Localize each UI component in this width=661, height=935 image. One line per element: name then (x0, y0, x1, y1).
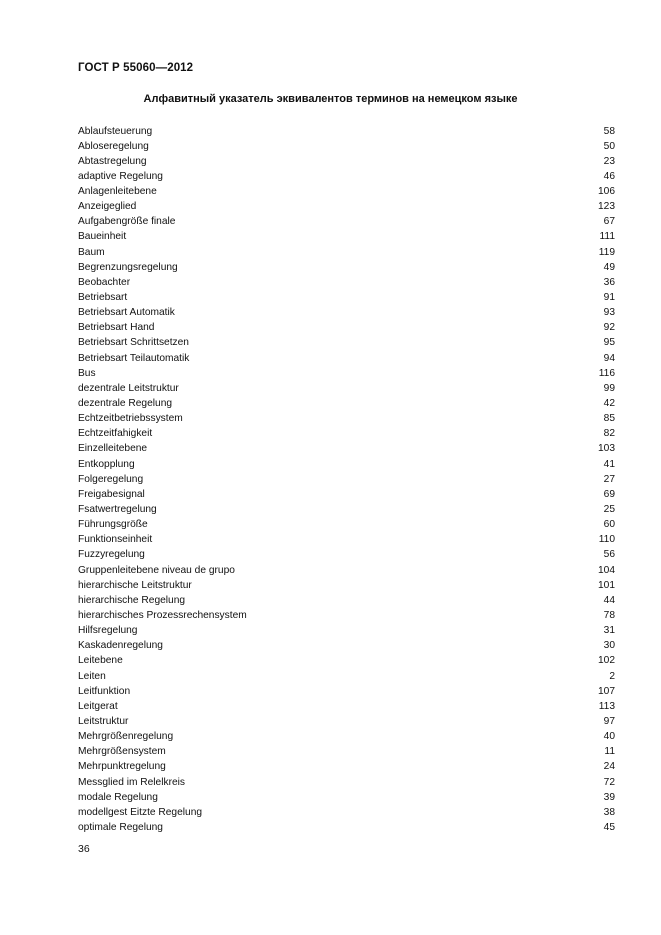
index-entry-page: 101 (598, 579, 615, 591)
index-entry-list (78, 124, 615, 836)
index-entry-page: 78 (603, 610, 615, 621)
index-entry-term: Betriebsart Teilautomatik (78, 352, 190, 364)
index-entry-term: Leitfunktion (78, 685, 131, 697)
index-entry-page: 58 (603, 125, 615, 137)
index-entry-page: 102 (598, 655, 615, 667)
index-entry-term: Betriebsart Schrittsetzen (78, 337, 189, 349)
index-entry-page: 45 (603, 821, 615, 833)
index-entry (78, 790, 615, 805)
index-entry-page: 82 (603, 428, 615, 440)
index-entry-term: modellgest Eitzte Regelung (78, 806, 203, 818)
index-entry-page: 113 (598, 700, 615, 712)
index-entry-page: 38 (603, 806, 615, 818)
index-entry-term: Aufgabengröße finale (78, 216, 176, 228)
index-entry-page: 40 (603, 731, 615, 743)
index-entry-term: Echtzeitfahigkeit (78, 428, 153, 440)
index-entry (78, 684, 615, 699)
index-title: Алфавитный указатель эквивалентов терминов на немецком языке (143, 93, 518, 105)
index-entry-page: 103 (598, 443, 615, 455)
index-entry-page: 85 (603, 413, 615, 425)
index-entry (78, 623, 615, 638)
index-entry (78, 305, 615, 320)
index-entry-term: Abloseregelung (78, 140, 149, 152)
index-entry (78, 199, 615, 214)
index-entry-term: Folgeregelung (78, 473, 144, 485)
index-entry-page: 36 (603, 276, 615, 288)
index-entry (78, 502, 615, 517)
index-entry-term: Abtastregelung (78, 155, 147, 167)
index-entry-term: Leitebene (78, 655, 123, 667)
index-entry-term: Führungsgröße (78, 519, 148, 531)
index-entry-term: Mehrgrößenregelung (78, 731, 174, 743)
index-entry (78, 669, 615, 684)
index-entry-page: 123 (598, 201, 615, 213)
index-entry (78, 124, 615, 139)
index-entry-term: Leitgerat (78, 700, 118, 712)
index-entry-page: 24 (603, 761, 615, 773)
index-entry-page: 42 (603, 398, 615, 410)
index-entry-page: 72 (603, 776, 615, 788)
index-entry-term: hierarchische Regelung (78, 594, 186, 606)
index-entry (78, 290, 615, 305)
index-entry-term: Leitstruktur (78, 715, 129, 727)
index-entry-page: 11 (604, 746, 615, 758)
index-entry-page: 30 (603, 640, 615, 652)
index-entry (78, 699, 615, 714)
index-entry (78, 457, 615, 472)
index-entry-page: 25 (603, 504, 615, 516)
index-entry-page: 69 (603, 488, 615, 500)
index-entry-term: Echtzeitbetriebssystem (78, 413, 183, 425)
index-entry-page: 99 (603, 382, 615, 394)
index-entry-page: 111 (599, 231, 615, 243)
index-entry (78, 547, 615, 562)
index-entry-page: 60 (603, 519, 615, 531)
index-entry (78, 184, 615, 199)
index-entry-page: 41 (603, 458, 615, 470)
index-entry-page: 104 (598, 564, 615, 576)
index-entry-term: hierarchisches Prozessrechensystem (78, 610, 247, 621)
index-entry-page: 93 (603, 307, 615, 319)
index-entry (78, 245, 615, 260)
index-entry-term: Mehrpunktregelung (78, 761, 166, 773)
index-entry (78, 396, 615, 411)
index-entry-term: Anzeigeglied (78, 201, 137, 213)
index-entry-term: Messglied im Relelkreis (78, 776, 185, 788)
index-entry-term: Kaskadenregelung (78, 640, 163, 652)
index-entry-term: Baum (78, 246, 105, 258)
index-entry (78, 426, 615, 441)
index-entry-term: Einzelleitebene (78, 443, 148, 455)
index-entry-page: 50 (603, 140, 615, 152)
index-entry-term: modale Regelung (78, 791, 158, 803)
index-entry-term: Funktionseinheit (78, 534, 153, 546)
index-entry-page: 46 (603, 170, 615, 182)
index-entry-term: Fuzzyregelung (78, 549, 145, 561)
index-entry (78, 139, 615, 154)
index-entry (78, 487, 615, 502)
index-entry (78, 366, 615, 381)
index-entry (78, 335, 615, 350)
index-entry-page: 116 (598, 367, 615, 379)
index-entry-term: Gruppenleitebene niveau de grupo (78, 564, 235, 576)
index-entry-term: dezentrale Regelung (78, 398, 173, 410)
index-entry-page: 31 (603, 625, 615, 637)
index-entry-page: 39 (603, 791, 615, 803)
index-entry-term: Bus (78, 367, 96, 379)
index-entry-term: Baueinheit (78, 231, 127, 243)
index-entry-page: 95 (603, 337, 615, 349)
index-entry (78, 608, 615, 623)
index-entry-page: 67 (603, 216, 615, 228)
index-entry (78, 351, 615, 366)
index-entry (78, 154, 615, 169)
index-entry-page: 92 (603, 322, 615, 334)
index-entry-page: 110 (598, 534, 615, 546)
index-entry (78, 729, 615, 744)
index-entry-term: Leiten (78, 670, 106, 682)
document-code: ГОСТ Р 55060—2012 (78, 62, 194, 74)
index-entry (78, 593, 615, 608)
index-entry-page: 94 (603, 352, 615, 364)
index-entry (78, 532, 615, 547)
index-entry-term: Entkopplung (78, 458, 135, 470)
index-entry-term: Betriebsart Hand (78, 322, 155, 334)
index-entry (78, 214, 615, 229)
index-entry-page: 91 (603, 292, 615, 304)
index-entry-term: Freigabesignal (78, 488, 145, 500)
index-entry-term: Mehrgrößensystem (78, 746, 166, 758)
index-entry-page: 107 (598, 685, 615, 697)
index-entry-term: Beobachter (78, 276, 131, 288)
index-entry (78, 381, 615, 396)
index-entry (78, 517, 615, 532)
index-entry-page: 97 (603, 715, 615, 727)
index-entry (78, 411, 615, 426)
index-entry-page: 23 (603, 155, 615, 167)
index-entry-term: Ablaufsteuerung (78, 125, 153, 137)
index-entry-term: adaptive Regelung (78, 170, 163, 182)
index-entry (78, 638, 615, 653)
index-entry-term: Betriebsart (78, 292, 128, 304)
index-entry (78, 472, 615, 487)
index-entry (78, 775, 615, 790)
index-entry-page: 2 (609, 670, 615, 682)
index-entry (78, 320, 615, 335)
index-entry (78, 441, 615, 456)
index-entry (78, 229, 615, 244)
index-entry-term: hierarchische Leitstruktur (78, 579, 192, 591)
index-entry (78, 578, 615, 593)
index-entry-term: Hilfsregelung (78, 625, 138, 637)
index-entry (78, 563, 615, 578)
index-entry-page: 44 (603, 594, 615, 606)
index-entry-page: 49 (603, 261, 615, 273)
index-entry (78, 714, 615, 729)
index-entry (78, 744, 615, 759)
index-entry-term: Anlagenleitebene (78, 186, 157, 198)
index-entry-term: Betriebsart Automatik (78, 307, 175, 319)
index-entry-term: Begrenzungsregelung (78, 261, 178, 273)
index-entry (78, 805, 615, 820)
index-entry-term: dezentrale Leitstruktur (78, 382, 179, 394)
index-entry (78, 759, 615, 774)
index-entry (78, 653, 615, 668)
index-entry-page: 106 (598, 186, 615, 198)
index-entry-term: Fsatwertregelung (78, 504, 157, 516)
page-number: 36 (78, 843, 90, 855)
index-entry-page: 27 (603, 473, 615, 485)
index-entry (78, 820, 615, 835)
index-entry (78, 275, 615, 290)
index-entry-page: 119 (598, 246, 615, 258)
index-entry (78, 169, 615, 184)
index-entry-term: optimale Regelung (78, 821, 163, 833)
index-entry-page: 56 (603, 549, 615, 561)
index-entry (78, 260, 615, 275)
